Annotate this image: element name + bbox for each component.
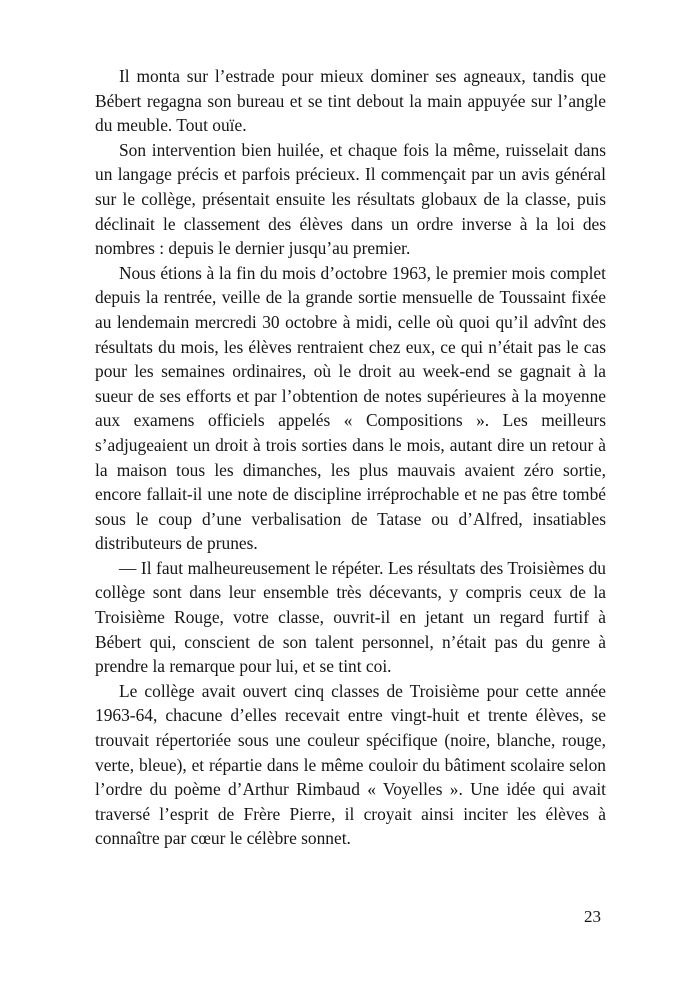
paragraph-5: Le collège avait ouvert cinq classes de Troisième pour cette année 1963-64, chacune d’elles recevait entre vingt-huit et trente élèves, se trouvait répertoriée sous une couleur spécifique (noire, blanche, rouge, verte, bleue), et répartie dans le même couloir du bâtiment scolaire selon l’ordre du poème d’Arthur Rimbaud « Voyelles ». Une idée qui avait traversé l’esprit de Frère Pierre, il croyait ainsi inciter les élèves à connaître par cœur le célèbre sonnet. [95, 680, 606, 849]
paragraph-3: Nous étions à la fin du mois d’octobre 1963, le premier mois complet depuis la rentrée, veille de la grande sortie mensuelle de Toussaint fixée au lendemain mercredi 30 octobre à midi, celle où quoi qu’il advînt des résultats du mois, les élèves rentraient chez eux, ce qui n’était pas le cas pour les semaines ordinaires, où le droit au week-end se gagnait à la sueur de ses efforts et par l’obtention de notes supérieures à la moyenne aux examens officiels appelés « Compositions ». Les meilleurs s’adjugeaient un droit à trois sorties dans le mois, autant dire un retour à la maison tous les dimanches, les plus mauvais avaient zéro sortie, encore fallait-il une note de discipline irréprochable et ne pas être tombé sous le coup d’une verbalisation de Tatase ou d’Alfred, insatiables distributeurs de prunes. [95, 262, 606, 554]
book-page-body [95, 64, 606, 851]
paragraph-1: Il monta sur l’estrade pour mieux dominer ses agneaux, tandis que Bébert regagna son bureau et se tint debout la main appuyée sur l’angle du meuble. Tout ouïe. [95, 66, 606, 136]
paragraph-4-dialogue: — Il faut malheureusement le répéter. Les résultats des Troisièmes du collège sont dans leur ensemble très décevants, y compris ceux de la Troisième Rouge, votre classe, ouvrit-il en jetant un regard furtif à Bébert qui, conscient de son talent personnel, n’était pas du genre à prendre la remarque pour lui, et se tint coi. [95, 557, 606, 677]
paragraph-2: Son intervention bien huilée, et chaque fois la même, ruisselait dans un langage précis et parfois précieux. Il commençait par un avis général sur le collège, présentait ensuite les résultats globaux de la classe, puis déclinait le classement des élèves dans un ordre inverse à la loi des nombres : depuis le dernier jusqu’au premier. [95, 139, 606, 259]
page-number: 23 [584, 907, 601, 926]
